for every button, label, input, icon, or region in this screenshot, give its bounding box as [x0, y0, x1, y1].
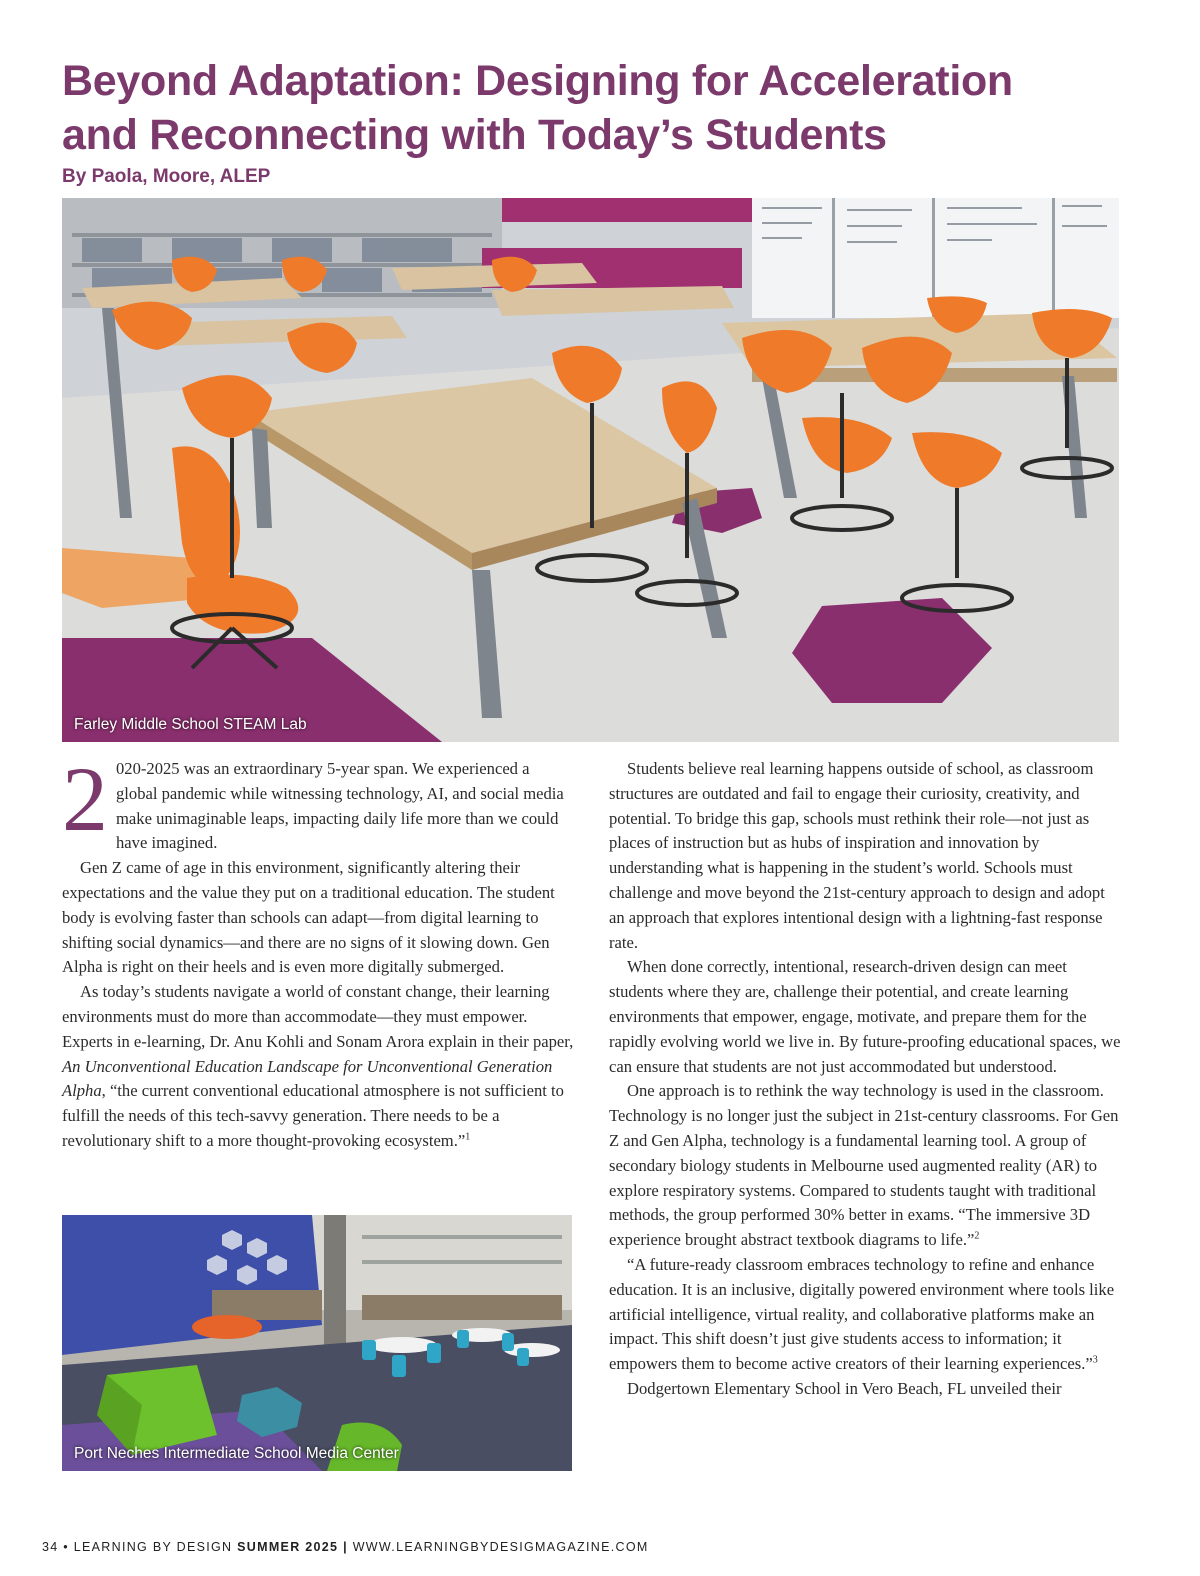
second-photo [62, 1215, 572, 1471]
right-paragraph-3 [609, 1079, 1124, 1253]
right-paragraph-4-text: “A future-ready classroom embraces technology to refine and enhance education. It is an inclusive, digitally powered environment where tools like artificial intelligence, virtual reality, and collaborative platforms make an impact. This shift doesn’t just give students access to information; it empowers them to become active creators of their learning experiences.” [609, 1254, 1115, 1374]
page-footer [42, 1540, 649, 1554]
article-title-line-1: Beyond Adaptation: Designing for Acceleration [62, 57, 1013, 105]
footnote-ref-2: 2 [974, 1230, 980, 1242]
right-column [609, 757, 1124, 1402]
article-byline: By Paola, Moore, ALEP [62, 166, 271, 187]
media-center-illustration [62, 1215, 572, 1471]
right-paragraph-3-text: One approach is to rethink the way technology is used in the classroom. Technology is no longer just the subject in 21st-century classrooms. For Gen Z and Gen Alpha, technology is a fundamental learning tool. A group of secondary biology students in Melbourne used augmented reality (AR) to explore respiratory systems. Compared to students taught with traditional methods, the group performed 30% better in exams. “The immersive 3D experience brought abstract textbook diagrams to life.” [609, 1081, 1119, 1250]
page-number: 34 [42, 1540, 59, 1554]
left-paragraph-3-text-b: , “the current conventional educational atmosphere is not sufficient to fulfill the needs of this tech-savvy generation. There needs to be a revolutionary shift to a more thought-provoking ecosystem.” [62, 1081, 564, 1150]
footnote-ref-1: 1 [465, 1131, 471, 1143]
article-title [62, 54, 1152, 162]
main-photo-caption: Farley Middle School STEAM Lab [74, 716, 307, 733]
left-paragraph-3 [62, 980, 575, 1154]
footer-separator: | [343, 1540, 348, 1554]
right-paragraph-5: Dodgertown Elementary School in Vero Beach, FL unveiled their [627, 1378, 1062, 1398]
right-paragraph-4 [609, 1253, 1124, 1377]
magazine-url: WWW.LEARNINGBYDESIGMAGAZINE.COM [352, 1540, 649, 1554]
second-photo-caption: Port Neches Intermediate School Media Center [74, 1445, 399, 1462]
article-title-line-2: and Reconnecting with Today’s Students [62, 111, 887, 159]
footer-bullet: • [63, 1540, 69, 1554]
drop-cap: 2 [62, 748, 108, 850]
left-paragraph-2: Gen Z came of age in this environment, significantly altering their expectations and the value they put on a traditional education. The student body is evolving faster than schools can adapt—from digital learning to shifting social dynamics—and there are no signs of it slowing down. Gen Alpha is right on their heels and is even more digitally submerged. [62, 858, 555, 977]
main-photo [62, 198, 1119, 742]
left-column [62, 748, 575, 1154]
paper-title: An Unconventional Education Landscape for Unconventional Generation Alpha [62, 1056, 553, 1101]
right-paragraph-2: When done correctly, intentional, research-driven design can meet students where they are, challenge their potential, and create learning environments that empower, engage, motivate, and prepare them for the rapidly evolving world we live in. By future-proofing educational spaces, we can ensure that students are not just accommodated but understood. [609, 957, 1121, 1076]
left-paragraph-1 [62, 748, 575, 856]
magazine-name: LEARNING BY DESIGN [73, 1540, 233, 1554]
left-paragraph-3-text-a: As today’s students navigate a world of constant change, their learning environments must do more than accommodate—they must empower. Experts in e-learning, Dr. Anu Kohli and Sonam Arora explain in their paper, [62, 982, 574, 1051]
footnote-ref-3: 3 [1092, 1354, 1098, 1366]
steam-lab-illustration [62, 198, 1119, 742]
issue-label: SUMMER 2025 [237, 1540, 339, 1554]
right-paragraph-1: Students believe real learning happens outside of school, as classroom structures are outdated and fail to engage their curiosity, creativity, and potential. To bridge this gap, schools must rethink their role—not just as places of instruction but as hubs of inspiration and innovation by understanding what is happening in the student’s world. Schools must challenge and move beyond the 21st-century approach to design and adopt an approach that explores intentional design with a lightning-fast response rate. [609, 759, 1105, 952]
left-paragraph-1-text: 020-2025 was an extraordinary 5-year span. We experienced a global pandemic while witnessing technology, AI, and social media make unimaginable leaps, impacting daily life more than we could have imagined. [116, 759, 564, 853]
